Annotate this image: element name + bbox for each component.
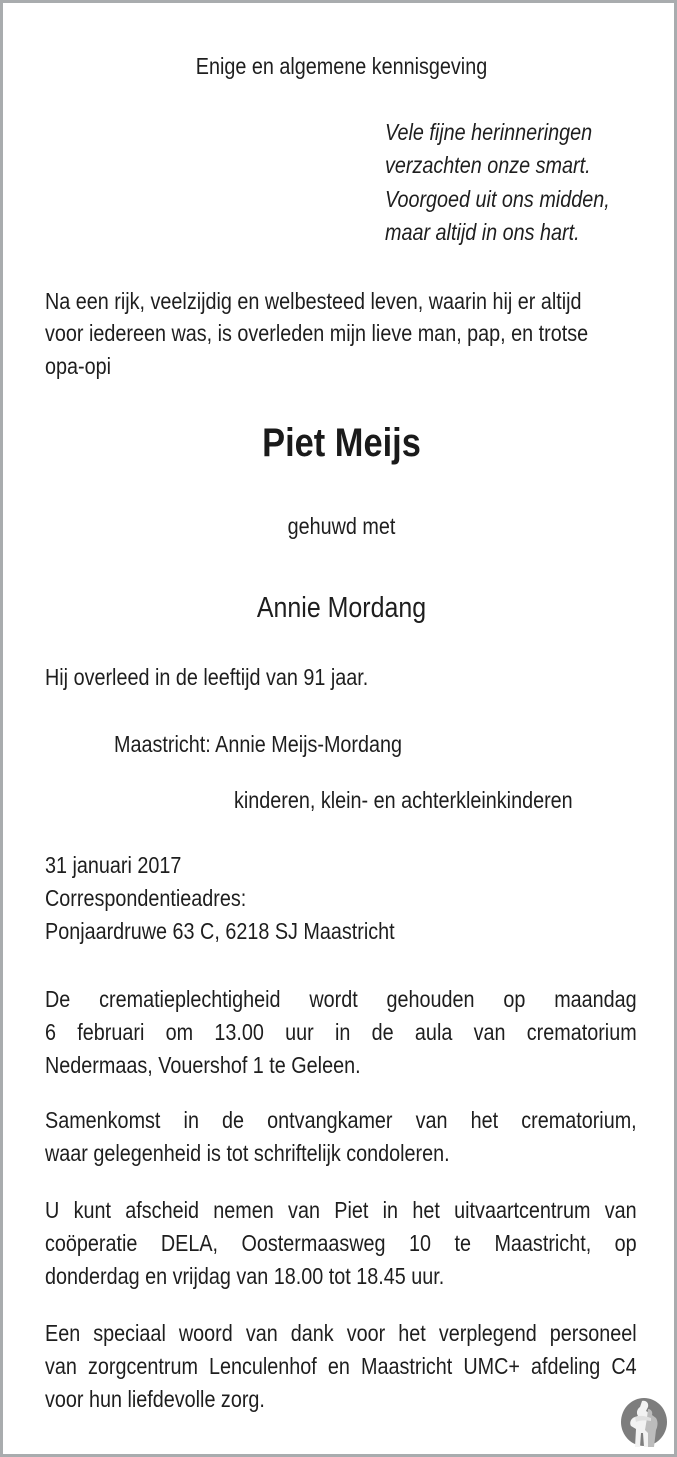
gathering-line: waar gelegenheid is tot schriftelijk condoleren. — [45, 1140, 450, 1166]
family-relatives-line: kinderen, klein- en achterkleinkinderen — [234, 787, 573, 813]
ceremony-line: Nedermaas, Vouershof 1 te Geleen. — [45, 1052, 361, 1078]
intro-line: opa-opi — [45, 353, 111, 379]
farewell-line: U kunt afscheid nemen van Piet in het uitvaartcentrum van — [45, 1197, 637, 1223]
ceremony-line: 6 februari om 13.00 uur in de aula van crematorium — [45, 1019, 637, 1045]
thanks-line: van zorgcentrum Lenculenhof en Maastricht UMC+ afdeling C4 — [45, 1353, 637, 1379]
gathering-line: Samenkomst in de ontvangkamer van het crematorium, — [45, 1107, 637, 1133]
thanks-line: Een speciaal woord van dank voor het verplegend personeel — [45, 1320, 637, 1346]
poem-line: maar altijd in ons hart. — [385, 219, 580, 245]
thanks-paragraph — [45, 1317, 637, 1416]
poem-line: Voorgoed uit ons midden, — [385, 186, 610, 212]
farewell-line: coöperatie DELA, Oostermaasweg 10 te Maastricht, op — [45, 1230, 637, 1256]
farewell-paragraph — [45, 1194, 637, 1293]
thanks-line: voor hun liefdevolle zorg. — [45, 1386, 265, 1412]
age-statement: Hij overleed in de leeftijd van 91 jaar. — [45, 664, 369, 690]
correspondence-label: Correspondentieadres: — [45, 885, 247, 911]
family-place-line: Maastricht: Annie Meijs-Mordang — [114, 731, 403, 757]
spouse-name: Annie Mordang — [256, 592, 427, 624]
ceremony-line: De crematieplechtigheid wordt gehouden op maandag — [45, 986, 637, 1012]
poem-line: Vele fijne herinneringen — [385, 119, 593, 145]
correspondence-address: Ponjaardruwe 63 C, 6218 SJ Maastricht — [45, 918, 395, 944]
farewell-line: donderdag en vrijdag van 18.00 tot 18.45 uur. — [45, 1263, 445, 1289]
notice-heading: Enige en algemene kennisgeving — [195, 53, 488, 79]
married-label: gehuwd met — [287, 513, 396, 539]
intro-line: voor iedereen was, is overleden mijn lieve man, pap, en trotse — [45, 320, 589, 346]
intro-line: Na een rijk, veelzijdig en welbesteed leven, waarin hij er altijd — [45, 288, 582, 314]
gathering-paragraph — [45, 1104, 637, 1170]
deceased-name: Piet Meijs — [262, 421, 421, 465]
poem-line: verzachten onze smart. — [385, 152, 591, 178]
ceremony-paragraph — [45, 983, 637, 1082]
notice-date: 31 januari 2017 — [45, 852, 182, 878]
embracing-figures-icon — [620, 1397, 668, 1449]
